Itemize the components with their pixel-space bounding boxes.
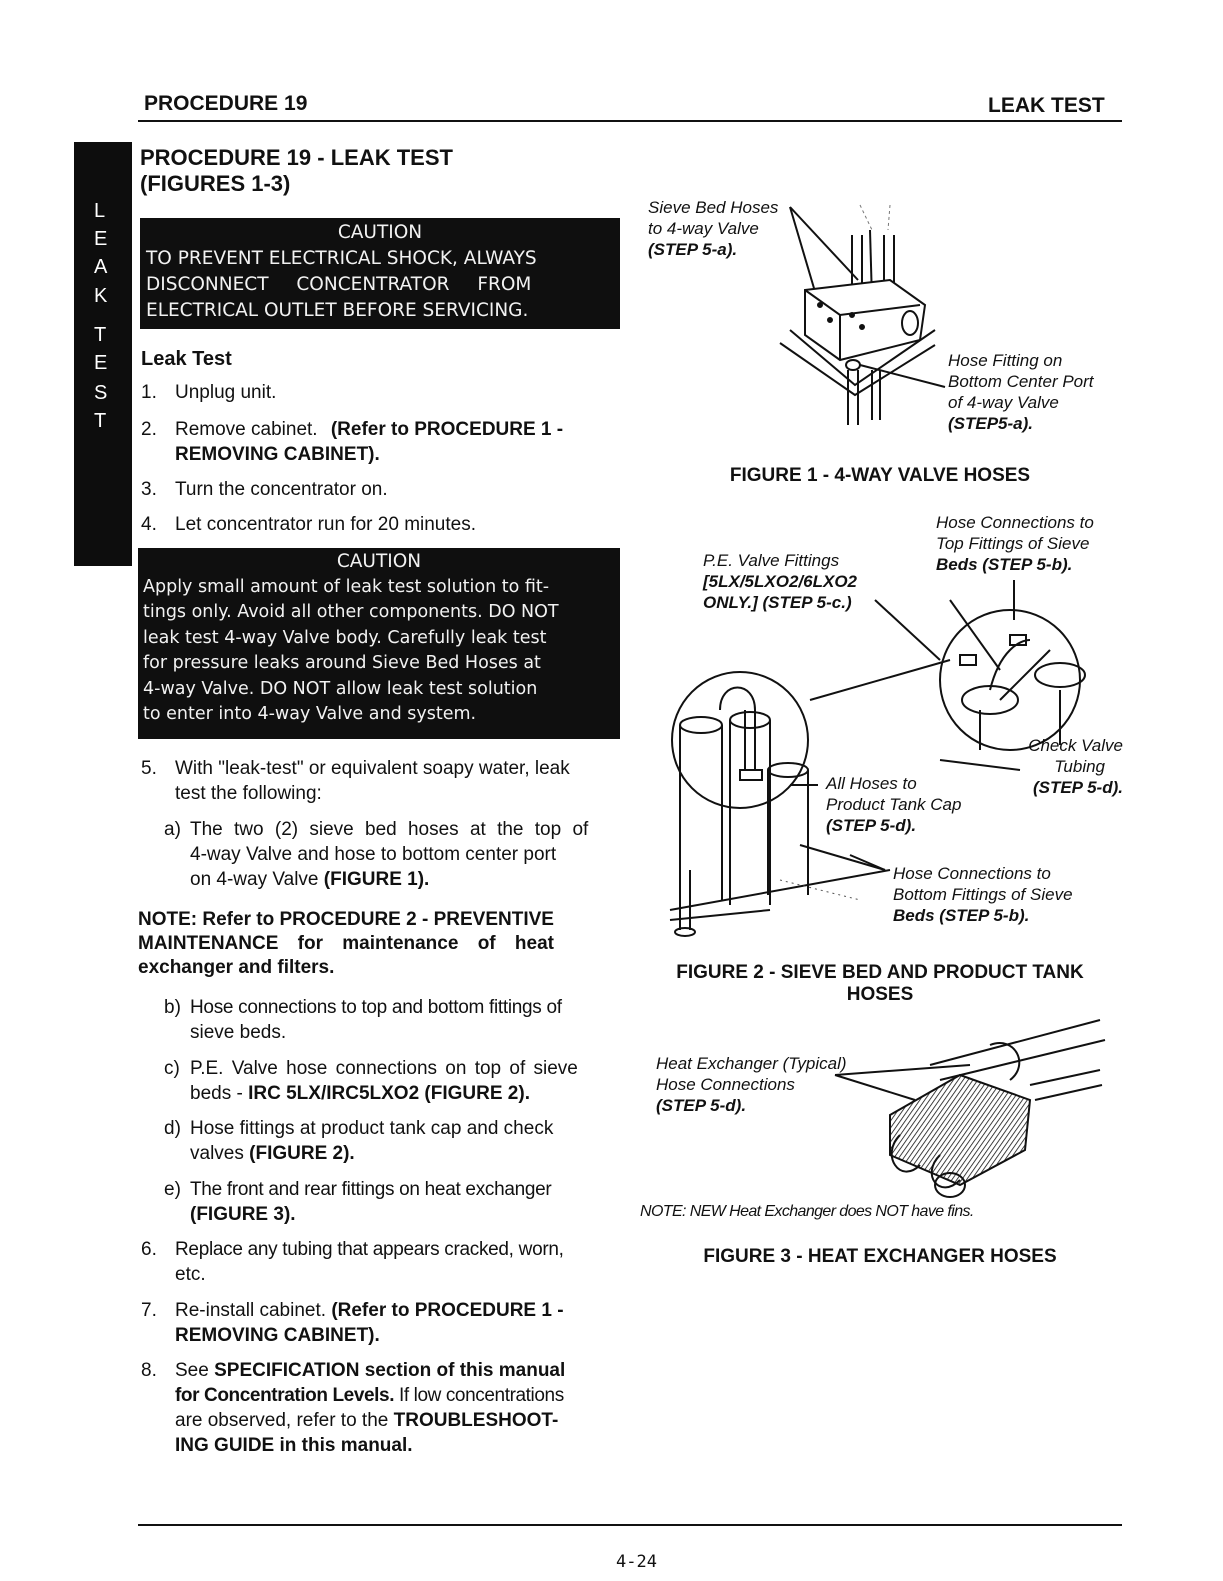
step-text: Remove cabinet. <box>175 419 318 440</box>
callout-line: Hose Connections to <box>893 864 1051 883</box>
callout-line: Hose Fitting on <box>948 351 1063 370</box>
caution-line: to enter into 4-way Valve and system. <box>143 704 477 724</box>
substep-text: valves <box>190 1143 244 1164</box>
step-text: test the following: <box>175 783 322 804</box>
page-number: 4-24 <box>616 1552 657 1572</box>
note-line: exchanger and filters. <box>138 957 335 978</box>
callout-line: Heat Exchanger (Typical) <box>656 1054 847 1073</box>
step-ref: for Concentration Levels. <box>175 1385 395 1406</box>
footer-rule <box>138 1524 1122 1526</box>
substep-text-wrap <box>190 1142 355 1166</box>
figure-ref: (FIGURE 2). <box>249 1143 355 1164</box>
step-8 <box>141 1359 566 1456</box>
substep-text: P.E. Valve hose connections on top of sieve <box>190 1058 578 1079</box>
step-number: 6. <box>141 1239 157 1260</box>
heat-exchanger-illustration <box>840 1025 1110 1200</box>
side-tab-letter: A <box>94 256 108 278</box>
caution-line: TO PREVENT ELECTRICAL SHOCK, ALWAYS <box>146 248 537 269</box>
side-tab-letter: T <box>94 410 107 432</box>
caution-box-leak-solution <box>138 548 620 739</box>
figure-2-caption <box>640 962 1120 1006</box>
side-tab-letter: E <box>94 352 108 374</box>
caution-line: DISCONNECT CONCENTRATOR FROM <box>146 274 532 295</box>
substep-text: 4-way Valve and hose to bottom center port <box>190 844 557 865</box>
substep-a <box>164 818 589 890</box>
callout-line: Tubing <box>1054 757 1105 776</box>
caution-line: 4-way Valve. DO NOT allow leak test solution <box>143 678 538 699</box>
figure-ref: (FIGURE 3). <box>190 1204 296 1225</box>
fig2-callout-bottom-fittings <box>893 863 1073 926</box>
step-2 <box>141 418 631 465</box>
step-text: With "leak-test" or equivalent soapy water, leak <box>175 758 570 779</box>
callout-line: Bottom Fittings of Sieve <box>893 885 1073 904</box>
callout-line: (STEP 5-d). <box>656 1096 747 1115</box>
note-line: MAINTENANCE for maintenance of heat <box>138 933 554 954</box>
step-text: Let concentrator run for 20 minutes. <box>175 514 476 535</box>
callout-line: Beds (STEP 5-b). <box>936 555 1073 574</box>
substep-letter: b) <box>164 997 181 1018</box>
step-text: are observed, refer to the <box>175 1410 389 1431</box>
callout-line: Hose Connections <box>656 1075 795 1094</box>
fig2-callout-product-tank <box>826 773 961 836</box>
callout-line: Hose Connections to <box>936 513 1094 532</box>
step-ref: REMOVING CABINET). <box>175 444 380 465</box>
section-heading: Leak Test <box>141 348 232 370</box>
step-text-wrap <box>175 1299 564 1323</box>
step-number: 1. <box>141 382 157 403</box>
maintenance-note <box>138 908 620 980</box>
substep-text: beds - <box>190 1083 243 1104</box>
callout-line: Top Fittings of Sieve <box>936 534 1090 553</box>
page-title-line: PROCEDURE 19 - LEAK TEST <box>140 145 453 170</box>
callout-line: Product Tank Cap <box>826 795 962 814</box>
step-number: 3. <box>141 479 157 500</box>
fig1-callout-bottom-port <box>948 350 1094 434</box>
step-ref: ING GUIDE in this manual. <box>175 1435 413 1456</box>
caution-box-electrical <box>140 218 620 329</box>
header-procedure: PROCEDURE 19 <box>144 92 308 115</box>
callout-line: Bottom Center Port <box>948 372 1094 391</box>
figure-ref: IRC 5LX/IRC5LXO2 (FIGURE 2). <box>248 1083 530 1104</box>
callout-line: (STEP 5-d). <box>826 816 917 835</box>
substep-b <box>164 996 562 1043</box>
step-5 <box>141 757 570 804</box>
substep-text-wrap <box>190 868 429 892</box>
step-text: Unplug unit. <box>175 382 277 403</box>
fig3-callout-heat-exchanger <box>656 1053 847 1116</box>
callout-line: All Hoses to <box>826 774 917 793</box>
side-tab-letter: K <box>94 285 108 307</box>
header-section: LEAK TEST <box>988 94 1105 117</box>
substep-letter: c) <box>164 1058 180 1079</box>
fig2-callout-check-valve <box>1013 735 1123 798</box>
substep-text: sieve beds. <box>190 1022 287 1043</box>
substep-letter: e) <box>164 1179 181 1200</box>
note-line: NOTE: Refer to PROCEDURE 2 - PREVENTIVE <box>138 909 554 930</box>
step-ref: (Refer to PROCEDURE 1 - <box>331 1300 564 1321</box>
step-text: Turn the concentrator on. <box>175 479 388 500</box>
figure-1-caption: FIGURE 1 - 4-WAY VALVE HOSES <box>729 465 1031 486</box>
caution-line <box>140 272 620 298</box>
page-title <box>140 145 453 197</box>
callout-line: (STEP5-a). <box>948 414 1034 433</box>
caution-line: for pressure leaks around Sieve Bed Hoses at <box>143 653 541 673</box>
callout-line: (STEP 5-d). <box>1032 778 1123 797</box>
fig2-callout-top-fittings <box>936 512 1094 575</box>
step-text-wrap <box>175 1409 558 1433</box>
substep-e <box>164 1178 552 1225</box>
substep-text: The front and rear fittings on heat exchanger <box>190 1179 552 1200</box>
callout-line: [5LX/5LXO2/6LXO2 <box>703 572 857 591</box>
step-text: Replace any tubing that appears cracked, worn, <box>175 1239 564 1260</box>
callout-line: Check Valve <box>1028 736 1123 755</box>
substep-text: Hose connections to top and bottom fittings of <box>190 997 562 1018</box>
callout-line: ONLY.] (STEP 5-c.) <box>703 593 852 612</box>
caution-line: Apply small amount of leak test solution to fit- <box>143 576 550 597</box>
substep-letter: d) <box>164 1118 181 1139</box>
step-text: Re-install cabinet. <box>175 1300 327 1321</box>
step-number: 5. <box>141 758 157 779</box>
step-ref: (Refer to PROCEDURE 1 - <box>330 419 564 440</box>
step-7 <box>141 1299 564 1346</box>
substep-text: on 4-way Valve <box>190 869 319 890</box>
substep-text-wrap <box>190 1082 530 1106</box>
callout-line: P.E. Valve Fittings <box>703 551 840 570</box>
step-4 <box>141 513 476 537</box>
substep-text: The two (2) sieve bed hoses at the top of <box>190 819 589 840</box>
side-tab-letter: E <box>94 228 108 250</box>
substep-d <box>164 1117 554 1164</box>
callout-line: to 4-way Valve <box>648 219 759 238</box>
caution-line: ELECTRICAL OUTLET BEFORE SERVICING. <box>146 300 529 321</box>
side-tab-letter: S <box>94 382 108 404</box>
caution-heading: CAUTION <box>336 551 422 572</box>
step-6 <box>141 1238 564 1285</box>
step-1 <box>141 381 277 405</box>
step-number: 2. <box>141 419 157 440</box>
substep-c <box>164 1057 578 1104</box>
callout-line: Sieve Bed Hoses <box>648 198 779 217</box>
step-number: 4. <box>141 514 157 535</box>
step-ref: REMOVING CABINET). <box>175 1325 380 1346</box>
side-tab-letter: T <box>94 324 107 346</box>
side-tab <box>74 142 132 566</box>
step-ref: SPECIFICATION section of this manual <box>214 1360 566 1381</box>
caption-line: FIGURE 2 - SIEVE BED AND PRODUCT TANK <box>676 962 1084 983</box>
step-3 <box>141 478 388 502</box>
substep-text: Hose fittings at product tank cap and check <box>190 1118 554 1139</box>
step-number: 7. <box>141 1300 157 1321</box>
callout-line: (STEP 5-a). <box>648 240 738 259</box>
substep-letter: a) <box>164 819 181 840</box>
step-ref: TROUBLESHOOT- <box>393 1410 559 1431</box>
caution-heading: CAUTION <box>337 222 423 243</box>
caution-line: tings only. Avoid all other components. DO NOT <box>143 602 559 622</box>
callout-line: of 4-way Valve <box>948 393 1059 412</box>
side-tab-letter: L <box>94 200 106 222</box>
header-rule <box>138 120 1122 122</box>
figure-3-note: NOTE: NEW Heat Exchanger does NOT have fins. <box>640 1203 974 1220</box>
callout-line: Beds (STEP 5-b). <box>893 906 1030 925</box>
caption-line: HOSES <box>846 984 914 1005</box>
page-title-figures: (FIGURES 1-3) <box>140 171 291 196</box>
step-text-wrap <box>175 1359 565 1383</box>
figure-3-caption: FIGURE 3 - HEAT EXCHANGER HOSES <box>703 1246 1057 1267</box>
caution-line: leak test 4-way Valve body. Carefully leak test <box>143 627 547 648</box>
figure-ref: (FIGURE 1). <box>323 869 430 890</box>
step-text: See <box>175 1360 209 1381</box>
step-text: etc. <box>175 1264 206 1285</box>
step-number: 8. <box>141 1360 157 1381</box>
step-text: If low concentrations <box>399 1385 564 1406</box>
step-text-wrap <box>175 418 563 442</box>
heat-exchanger-fins <box>890 1075 1030 1185</box>
step-text-wrap <box>175 1384 564 1408</box>
